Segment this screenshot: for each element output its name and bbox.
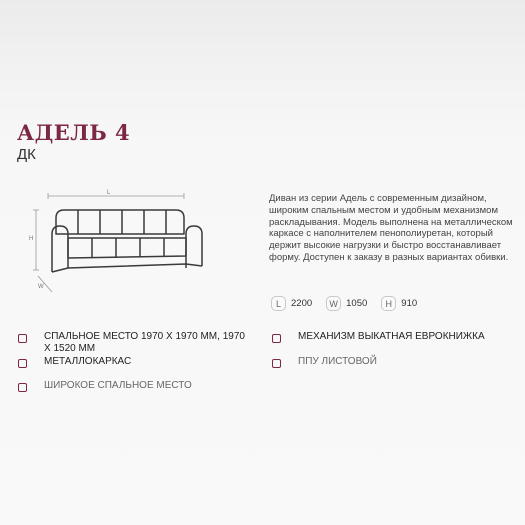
feature-sleeping-area (18, 331, 248, 355)
sofa-outline (52, 210, 202, 272)
height-label: H (29, 236, 34, 242)
length-label: L (107, 190, 111, 196)
height-value: 910 (401, 298, 418, 309)
height-key: H (381, 296, 396, 311)
feature-frame (18, 356, 131, 368)
sofa-dimension-diagram (26, 188, 226, 300)
feature-mechanism (272, 331, 485, 343)
length-key: L (271, 296, 286, 311)
dimension-height (381, 296, 417, 311)
product-title: АДЕЛЬ 4 (17, 120, 131, 145)
feature-text: ППУ ЛИСТОВОЙ (298, 356, 377, 367)
product-description: Диван из серии Адель с современным дизайном, широким спальным местом и удобным механизмом раскладывания. Модель выполнена на металлическом каркасе с наполнителем пенополиуретан, который держит высокие нагрузки и быстро восстанавливает форму. Доступен к заказу в разных вариантах обивки. (269, 193, 513, 263)
width-key: W (326, 296, 341, 311)
feature-marker-icon (18, 383, 27, 392)
width-label: W (38, 284, 44, 290)
feature-text: МЕХАНИЗМ ВЫКАТНАЯ ЕВРОКНИЖКА (298, 331, 485, 342)
feature-wide-bed (18, 380, 192, 392)
dimension-width (326, 296, 367, 311)
feature-marker-icon (272, 334, 281, 343)
feature-marker-icon (272, 359, 281, 368)
feature-marker-icon (18, 359, 27, 368)
feature-marker-icon (18, 334, 27, 343)
feature-text: ШИРОКОЕ СПАЛЬНОЕ МЕСТО (44, 380, 192, 391)
dimension-length (271, 296, 312, 311)
feature-text: МЕТАЛЛОКАРКАС (44, 356, 132, 367)
length-value: 2200 (291, 298, 313, 309)
product-subtitle: ДК (17, 146, 36, 163)
feature-text: СПАЛЬНОЕ МЕСТО 1970 Х 1970 ММ, 1970 Х 1520 ММ (44, 331, 245, 354)
feature-filling (272, 356, 377, 368)
width-value: 1050 (346, 298, 368, 309)
dimensions-row (271, 296, 431, 311)
